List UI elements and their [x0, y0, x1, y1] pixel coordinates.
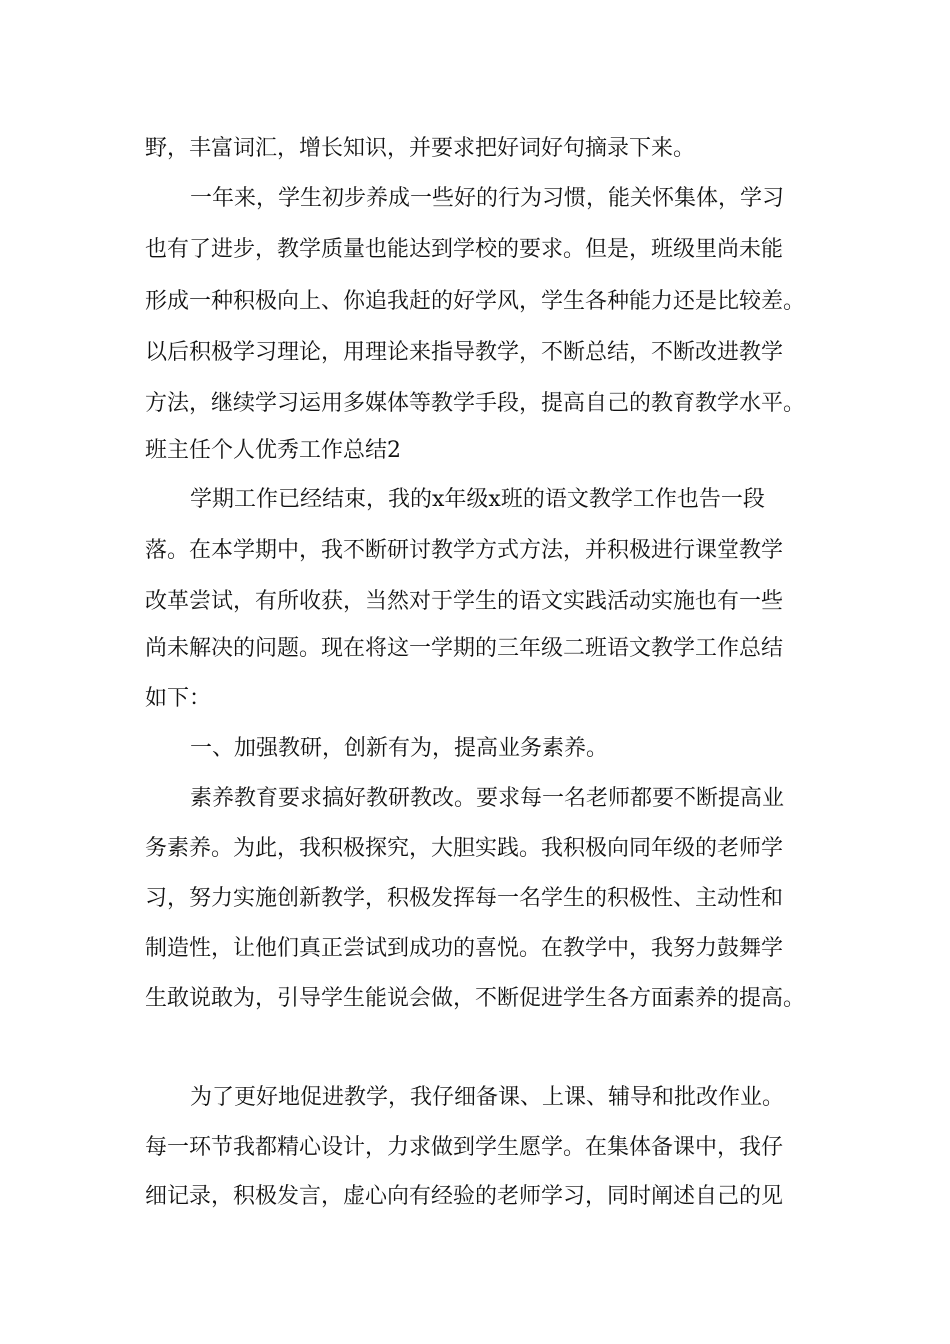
text-line: 生敢说敢为，引导学生能说会做，不断促进学生各方面素养的提高。: [145, 986, 806, 1011]
text-line: 每一环节我都精心设计，力求做到学生愿学。在集体备课中，我仔: [145, 1135, 784, 1160]
text-line: 习，努力实施创新教学，积极发挥每一名学生的积极性、主动性和: [145, 886, 784, 911]
text-line: 野，丰富词汇，增长知识，并要求把好词好句摘录下来。: [145, 136, 696, 161]
text-line: 学期工作已经结束，我的x年级x班的语文教学工作也告一段: [190, 487, 765, 512]
text-line: 以后积极学习理论，用理论来指导教学，不断总结，不断改进教学: [145, 340, 784, 365]
section-heading: 班主任个人优秀工作总结2: [145, 438, 401, 463]
subheading: 一、加强教研，创新有为，提高业务素养。: [190, 736, 609, 761]
text-line: 务素养。为此，我积极探究，大胆实践。我积极向同年级的老师学: [145, 836, 784, 861]
text-line: 方法，继续学习运用多媒体等教学手段，提高自己的教育教学水平。: [145, 391, 806, 416]
text-line: 一年来，学生初步养成一些好的行为习惯，能关怀集体，学习: [190, 186, 785, 211]
text-line: 制造性，让他们真正尝试到成功的喜悦。在教学中，我努力鼓舞学: [145, 936, 784, 961]
text-line: 也有了进步，教学质量也能达到学校的要求。但是，班级里尚未能: [145, 237, 784, 262]
text-line: 细记录，积极发言，虚心向有经验的老师学习，同时阐述自己的见: [145, 1184, 784, 1209]
text-line: 尚未解决的问题。现在将这一学期的三年级二班语文教学工作总结: [145, 636, 784, 661]
text-line: 形成一种积极向上、你追我赶的好学风，学生各种能力还是比较差。: [145, 289, 806, 314]
text-line: 改革尝试，有所收获，当然对于学生的语文实践活动实施也有一些: [145, 589, 784, 614]
text-line: 为了更好地促进教学，我仔细备课、上课、辅导和批改作业。: [190, 1085, 785, 1110]
text-line: 如下：: [145, 686, 212, 711]
text-line: 素养教育要求搞好教研教改。要求每一名老师都要不断提高业: [190, 786, 785, 811]
text-line: 落。在本学期中，我不断研讨教学方式方法，并积极进行课堂教学: [145, 538, 784, 563]
